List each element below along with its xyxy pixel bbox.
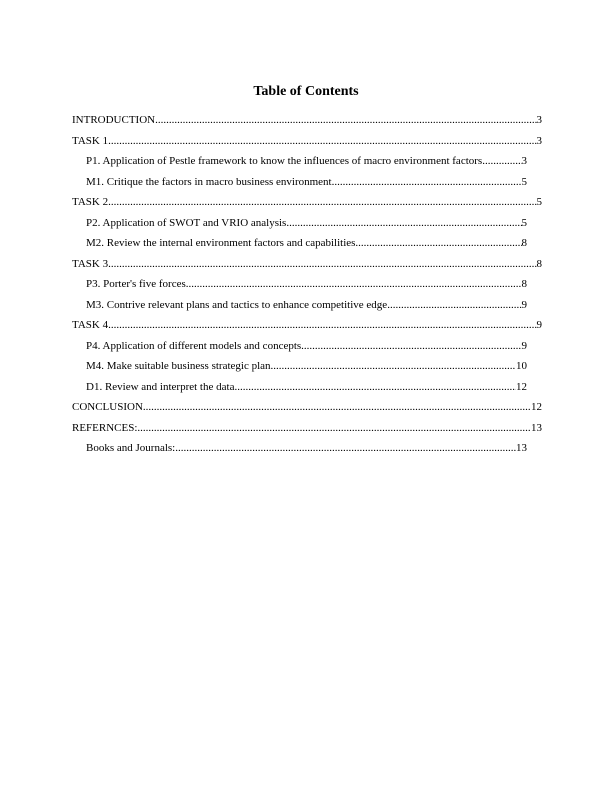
toc-entry[interactable] [72, 114, 542, 135]
toc-entry[interactable] [72, 299, 527, 320]
toc-dot-leader [143, 401, 531, 414]
toc-page-number: 8 [521, 237, 527, 249]
toc-dot-leader [137, 422, 531, 435]
toc-dot-leader [155, 114, 536, 127]
toc-entry-text: REFERNCES: [72, 421, 138, 434]
toc-entry[interactable] [72, 258, 542, 279]
toc-dot-leader [301, 340, 521, 353]
toc-page-number: 8 [536, 257, 542, 270]
toc-entry[interactable] [72, 381, 527, 402]
toc-entry-text: TASK 1 [72, 134, 109, 147]
toc-entry[interactable] [72, 401, 542, 422]
toc-entry[interactable] [72, 340, 527, 361]
toc-page-number: 3 [521, 155, 527, 167]
toc-entry[interactable] [72, 196, 542, 217]
toc-dot-leader [175, 442, 516, 455]
toc-entry-text: M4. Make suitable business strategic plan [86, 360, 271, 372]
toc-entry[interactable] [72, 319, 542, 340]
toc-page-number: 5 [521, 175, 527, 188]
toc-title: Table of Contents [253, 84, 359, 99]
toc-page-number: 13 [516, 442, 527, 454]
toc-entry[interactable] [72, 135, 542, 156]
toc-page-number: 3 [536, 114, 542, 126]
toc-dot-leader [186, 278, 522, 291]
toc-entry-text: P2. Application of SWOT and VRIO analysis [86, 216, 287, 229]
toc-entry[interactable] [72, 155, 527, 176]
toc-entry-text: M1. Critique the factors in macro business environment [86, 175, 332, 188]
toc-dot-leader [108, 196, 536, 209]
toc-dot-leader [332, 176, 522, 189]
toc-page-number: 9 [521, 339, 527, 352]
toc-page-number: 9 [536, 319, 542, 331]
toc-page-number: 5 [521, 216, 527, 229]
toc-dot-leader [271, 360, 516, 373]
toc-dot-leader [355, 237, 521, 250]
toc-page-number: 3 [536, 134, 542, 147]
toc-dot-leader [108, 319, 536, 332]
toc-dot-leader [108, 258, 536, 271]
toc-list [72, 114, 542, 463]
toc-page-number: 9 [521, 298, 527, 311]
toc-page-number: 12 [516, 380, 527, 393]
toc-entry-text: TASK 4 [72, 319, 109, 331]
toc-entry[interactable] [72, 217, 527, 238]
toc-entry[interactable] [72, 176, 527, 197]
toc-entry-text: M2. Review the internal environment factors and capabilities [86, 237, 356, 249]
toc-entry-text: TASK 3 [72, 257, 109, 270]
toc-entry[interactable] [72, 278, 527, 299]
toc-entry-text: P4. Application of different models and concepts [86, 339, 302, 352]
toc-dot-leader [234, 381, 516, 394]
toc-entry-text: TASK 2 [72, 196, 109, 208]
toc-entry-text: Books and Journals: [86, 442, 176, 454]
toc-dot-leader [387, 299, 521, 312]
toc-dot-leader [286, 217, 521, 230]
toc-entry-text: P1. Application of Pestle framework to know the influences of macro environment factors. [86, 155, 485, 167]
toc-page-number: 12 [531, 401, 542, 413]
toc-entry-text: CONCLUSION [72, 401, 143, 413]
toc-entry[interactable] [72, 422, 542, 443]
toc-page-number: 8 [521, 278, 527, 290]
toc-entry-text: P3. Porter's five forces [86, 278, 186, 290]
toc-dot-leader [485, 155, 522, 168]
toc-page-number: 13 [531, 421, 542, 434]
toc-entry[interactable] [72, 442, 527, 463]
toc-dot-leader [108, 135, 536, 148]
toc-entry[interactable] [72, 237, 527, 258]
toc-entry-text: INTRODUCTION [72, 114, 156, 126]
toc-entry-text: M3. Contrive relevant plans and tactics to enhance competitive edge [86, 298, 388, 311]
toc-entry-text: D1. Review and interpret the data [86, 380, 235, 393]
toc-page-number: 10 [516, 360, 527, 372]
toc-page-number: 5 [536, 196, 542, 208]
toc-entry[interactable] [72, 360, 527, 381]
